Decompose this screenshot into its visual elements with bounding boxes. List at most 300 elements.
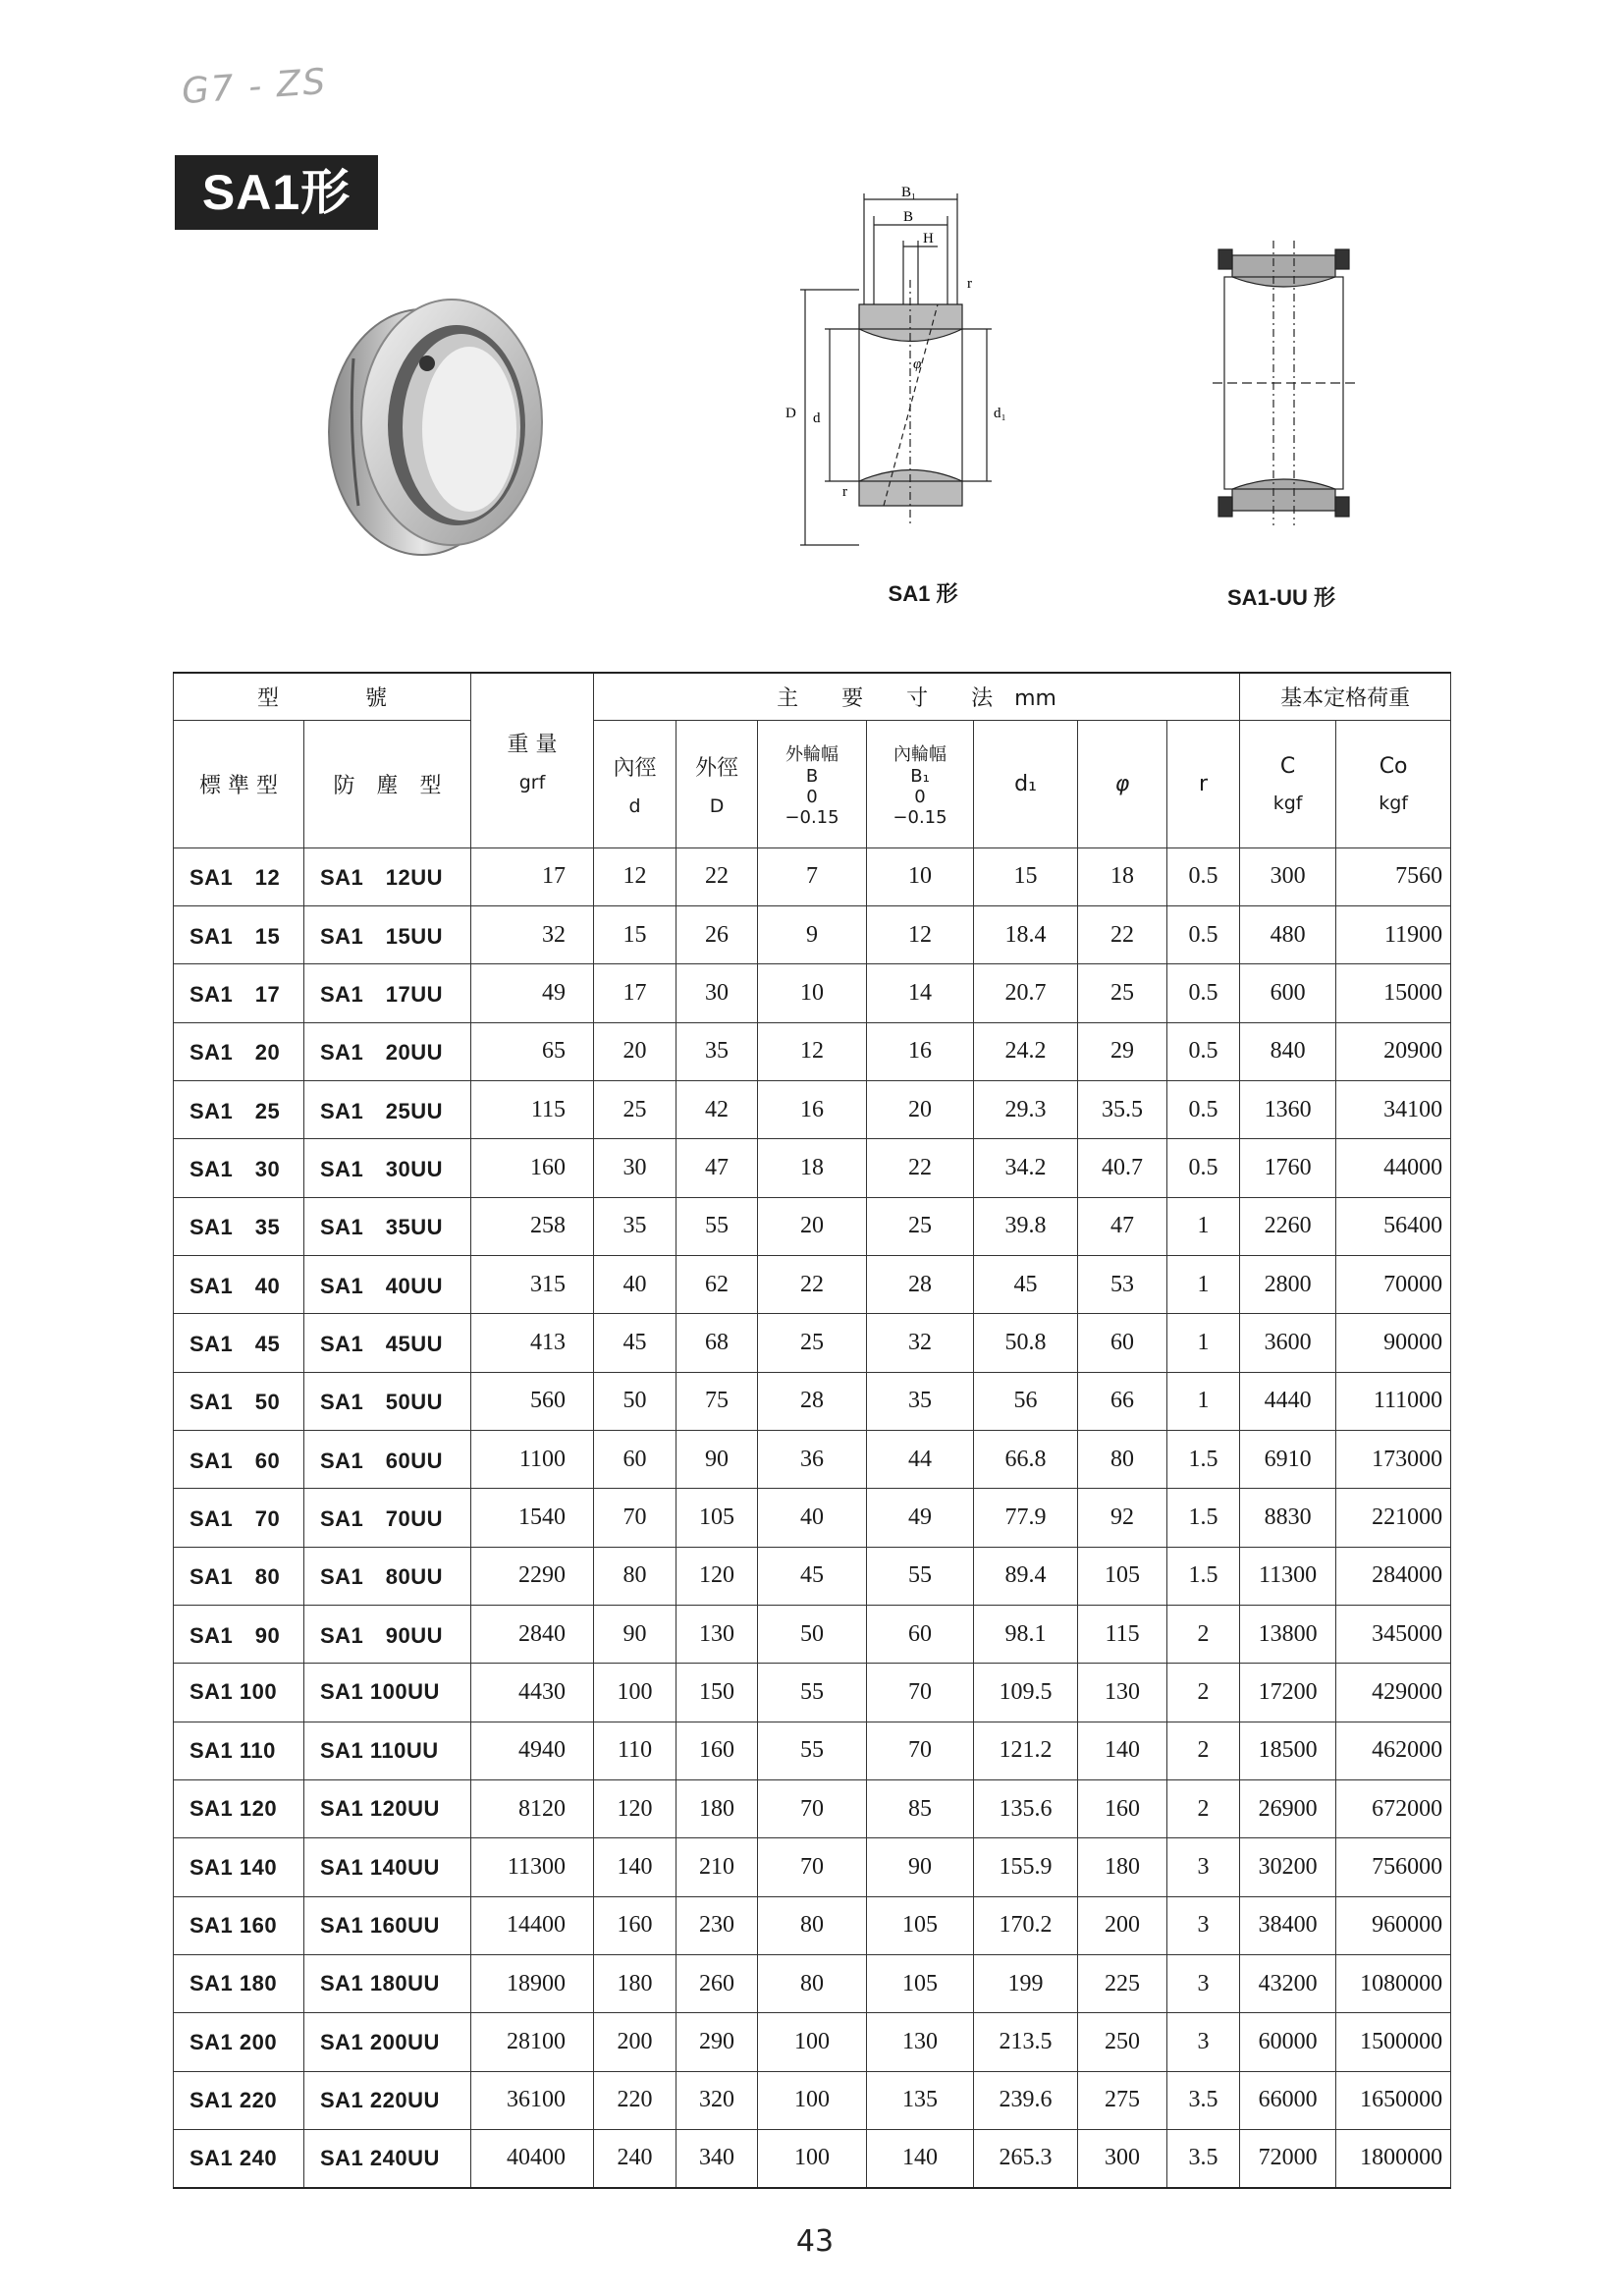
hdr-outer-width-sym: B [805, 765, 819, 787]
cell-sealed-model: SA1 15UU [304, 905, 471, 963]
cell-phi: 275 [1078, 2071, 1167, 2129]
cell-bore: 25 [594, 1080, 676, 1138]
cell-inner-width: 16 [867, 1022, 974, 1080]
cell-bore: 35 [594, 1197, 676, 1255]
cell-bore: 120 [594, 1780, 676, 1838]
cell-outer-width: 50 [758, 1605, 867, 1663]
cell-phi: 140 [1078, 1722, 1167, 1779]
cell-phi: 66 [1078, 1372, 1167, 1430]
cell-weight: 413 [471, 1314, 594, 1372]
cell-c: 1760 [1240, 1139, 1336, 1197]
cell-r: 3.5 [1167, 2130, 1240, 2188]
cell-outer-width: 100 [758, 2013, 867, 2071]
hdr-weight-label: 重 量 [507, 732, 558, 757]
cell-d1: 155.9 [974, 1838, 1078, 1896]
table-row [174, 1372, 1451, 1430]
cell-r: 0.5 [1167, 1022, 1240, 1080]
table-row [174, 1314, 1451, 1372]
cell-c: 11300 [1240, 1547, 1336, 1605]
table-row [174, 1955, 1451, 2013]
table-row [174, 1838, 1451, 1896]
cell-d1: 29.3 [974, 1080, 1078, 1138]
cell-co: 56400 [1336, 1197, 1451, 1255]
cell-weight: 36100 [471, 2071, 594, 2129]
cell-phi: 22 [1078, 905, 1167, 963]
cell-bore: 200 [594, 2013, 676, 2071]
hdr-inner-width-label: 內輪幅 [893, 743, 947, 765]
cell-r: 1 [1167, 1314, 1240, 1372]
cell-sealed-model: SA1 17UU [304, 964, 471, 1022]
cell-c: 6910 [1240, 1430, 1336, 1488]
table-row [174, 2130, 1451, 2188]
cell-r: 2 [1167, 1664, 1240, 1722]
cell-sealed-model: SA1 220UU [304, 2071, 471, 2129]
cell-inner-width: 130 [867, 2013, 974, 2071]
cell-outer-width: 16 [758, 1080, 867, 1138]
cell-weight: 2290 [471, 1547, 594, 1605]
cell-r: 2 [1167, 1722, 1240, 1779]
hdr-od [676, 720, 758, 847]
cell-sealed-model: SA1 50UU [304, 1372, 471, 1430]
cell-inner-width: 25 [867, 1197, 974, 1255]
hdr-outer-tol-b: −0.15 [784, 806, 839, 828]
cell-inner-width: 32 [867, 1314, 974, 1372]
cell-od: 68 [676, 1314, 758, 1372]
cell-d1: 265.3 [974, 2130, 1078, 2188]
cell-od: 47 [676, 1139, 758, 1197]
cell-weight: 49 [471, 964, 594, 1022]
hdr-outer-width-label: 外輪幅 [785, 743, 839, 765]
cell-c: 26900 [1240, 1780, 1336, 1838]
cell-inner-width: 85 [867, 1780, 974, 1838]
cell-phi: 18 [1078, 847, 1167, 905]
cell-c: 2260 [1240, 1197, 1336, 1255]
cell-sealed-model: SA1 100UU [304, 1664, 471, 1722]
hdr-od-label: 外徑 [695, 755, 739, 781]
cell-co: 7560 [1336, 847, 1451, 905]
cell-phi: 29 [1078, 1022, 1167, 1080]
cell-sealed-model: SA1 45UU [304, 1314, 471, 1372]
cell-r: 0.5 [1167, 964, 1240, 1022]
cell-outer-width: 10 [758, 964, 867, 1022]
cell-outer-width: 55 [758, 1722, 867, 1779]
hdr-type: 型 號 [174, 673, 471, 720]
cell-sealed-model: SA1 12UU [304, 847, 471, 905]
table-row [174, 1197, 1451, 1255]
cell-d1: 89.4 [974, 1547, 1078, 1605]
label-r-bottom: r [842, 484, 847, 500]
cell-c: 60000 [1240, 2013, 1336, 2071]
cell-bore: 180 [594, 1955, 676, 2013]
cross-section-diagram-standard [766, 182, 1021, 555]
cell-sealed-model: SA1 30UU [304, 1139, 471, 1197]
cell-od: 290 [676, 2013, 758, 2071]
cell-inner-width: 90 [867, 1838, 974, 1896]
cell-c: 4440 [1240, 1372, 1336, 1430]
cell-weight: 115 [471, 1080, 594, 1138]
hdr-od-sym: D [709, 794, 725, 817]
cell-inner-width: 22 [867, 1139, 974, 1197]
bearing-photo [314, 280, 555, 565]
caption-standard: SA1 形 [888, 581, 958, 606]
cell-r: 0.5 [1167, 905, 1240, 963]
cell-sealed-model: SA1 110UU [304, 1722, 471, 1779]
cell-d1: 18.4 [974, 905, 1078, 963]
cell-bore: 160 [594, 1896, 676, 1954]
cell-outer-width: 45 [758, 1547, 867, 1605]
cell-bore: 45 [594, 1314, 676, 1372]
cell-outer-width: 12 [758, 1022, 867, 1080]
cell-standard-model: SA1 100 [174, 1664, 304, 1722]
cell-od: 340 [676, 2130, 758, 2188]
cell-co: 429000 [1336, 1664, 1451, 1722]
cell-d1: 239.6 [974, 2071, 1078, 2129]
cell-sealed-model: SA1 90UU [304, 1605, 471, 1663]
cell-weight: 1540 [471, 1489, 594, 1547]
cell-co: 345000 [1336, 1605, 1451, 1663]
table-row [174, 1780, 1451, 1838]
cell-phi: 53 [1078, 1255, 1167, 1313]
cell-inner-width: 35 [867, 1372, 974, 1430]
hdr-bore-sym: d [628, 794, 641, 817]
label-b1: B₁ [901, 185, 917, 200]
cell-d1: 66.8 [974, 1430, 1078, 1488]
cell-standard-model: SA1 140 [174, 1838, 304, 1896]
cell-co: 1500000 [1336, 2013, 1451, 2071]
cell-bore: 70 [594, 1489, 676, 1547]
cell-phi: 25 [1078, 964, 1167, 1022]
cell-phi: 105 [1078, 1547, 1167, 1605]
cell-bore: 80 [594, 1547, 676, 1605]
cell-co: 756000 [1336, 1838, 1451, 1896]
cell-bore: 240 [594, 2130, 676, 2188]
cell-sealed-model: SA1 25UU [304, 1080, 471, 1138]
cell-od: 120 [676, 1547, 758, 1605]
cell-sealed-model: SA1 40UU [304, 1255, 471, 1313]
cell-phi: 35.5 [1078, 1080, 1167, 1138]
cell-phi: 115 [1078, 1605, 1167, 1663]
cell-inner-width: 49 [867, 1489, 974, 1547]
cell-standard-model: SA1 40 [174, 1255, 304, 1313]
cell-inner-width: 28 [867, 1255, 974, 1313]
cell-bore: 220 [594, 2071, 676, 2129]
cell-od: 230 [676, 1896, 758, 1954]
table-row [174, 1547, 1451, 1605]
label-b: B [903, 209, 914, 225]
cell-outer-width: 20 [758, 1197, 867, 1255]
cell-weight: 1100 [471, 1430, 594, 1488]
cell-outer-width: 55 [758, 1664, 867, 1722]
cell-r: 0.5 [1167, 1080, 1240, 1138]
cell-phi: 300 [1078, 2130, 1167, 2188]
cell-od: 35 [676, 1022, 758, 1080]
hdr-weight-unit: grf [518, 771, 546, 793]
page-number: 43 [795, 2224, 835, 2259]
cell-weight: 32 [471, 905, 594, 963]
cell-sealed-model: SA1 60UU [304, 1430, 471, 1488]
hdr-standard: 標 準 型 [174, 720, 304, 847]
cell-weight: 18900 [471, 1955, 594, 2013]
hdr-inner-tol-b: −0.15 [893, 806, 947, 828]
cell-outer-width: 70 [758, 1780, 867, 1838]
cell-d1: 170.2 [974, 1896, 1078, 1954]
cell-r: 1.5 [1167, 1430, 1240, 1488]
cell-outer-width: 40 [758, 1489, 867, 1547]
cell-bore: 60 [594, 1430, 676, 1488]
cell-r: 3 [1167, 2013, 1240, 2071]
caption-sealed: SA1-UU 形 [1226, 585, 1335, 610]
spec-table [173, 672, 1451, 2189]
cell-standard-model: SA1 180 [174, 1955, 304, 2013]
cell-inner-width: 140 [867, 2130, 974, 2188]
cell-d1: 213.5 [974, 2013, 1078, 2071]
cell-outer-width: 100 [758, 2071, 867, 2129]
cell-co: 960000 [1336, 1896, 1451, 1954]
cell-outer-width: 36 [758, 1430, 867, 1488]
cell-bore: 100 [594, 1664, 676, 1722]
cell-r: 3 [1167, 1955, 1240, 2013]
cell-sealed-model: SA1 140UU [304, 1838, 471, 1896]
cell-weight: 17 [471, 847, 594, 905]
cell-od: 210 [676, 1838, 758, 1896]
cell-phi: 60 [1078, 1314, 1167, 1372]
hdr-r: r [1167, 720, 1240, 847]
cell-standard-model: SA1 12 [174, 847, 304, 905]
cell-co: 11900 [1336, 905, 1451, 963]
cell-weight: 258 [471, 1197, 594, 1255]
cell-sealed-model: SA1 180UU [304, 1955, 471, 2013]
cell-r: 3 [1167, 1838, 1240, 1896]
cell-od: 62 [676, 1255, 758, 1313]
cell-weight: 28100 [471, 2013, 594, 2071]
cell-r: 0.5 [1167, 1139, 1240, 1197]
cell-d1: 15 [974, 847, 1078, 905]
cell-outer-width: 18 [758, 1139, 867, 1197]
cell-weight: 315 [471, 1255, 594, 1313]
cell-d1: 34.2 [974, 1139, 1078, 1197]
cell-weight: 560 [471, 1372, 594, 1430]
cell-od: 320 [676, 2071, 758, 2129]
spec-table-body [174, 847, 1451, 2188]
cell-phi: 160 [1078, 1780, 1167, 1838]
cell-sealed-model: SA1 20UU [304, 1022, 471, 1080]
cell-outer-width: 80 [758, 1955, 867, 2013]
cell-sealed-model: SA1 240UU [304, 2130, 471, 2188]
cell-standard-model: SA1 35 [174, 1197, 304, 1255]
cell-sealed-model: SA1 80UU [304, 1547, 471, 1605]
cell-outer-width: 100 [758, 2130, 867, 2188]
cell-c: 840 [1240, 1022, 1336, 1080]
cell-bore: 30 [594, 1139, 676, 1197]
cell-c: 8830 [1240, 1489, 1336, 1547]
cell-standard-model: SA1 17 [174, 964, 304, 1022]
table-row [174, 905, 1451, 963]
label-d-bore: d [813, 410, 821, 426]
cell-standard-model: SA1 120 [174, 1780, 304, 1838]
cell-co: 111000 [1336, 1372, 1451, 1430]
cell-standard-model: SA1 20 [174, 1022, 304, 1080]
cell-co: 20900 [1336, 1022, 1451, 1080]
cell-od: 55 [676, 1197, 758, 1255]
hdr-weight [471, 673, 594, 847]
table-row [174, 1080, 1451, 1138]
cell-c: 17200 [1240, 1664, 1336, 1722]
cell-d1: 121.2 [974, 1722, 1078, 1779]
hdr-bore-label: 內徑 [613, 755, 657, 781]
cell-bore: 12 [594, 847, 676, 905]
cell-od: 22 [676, 847, 758, 905]
table-row [174, 1489, 1451, 1547]
cell-od: 42 [676, 1080, 758, 1138]
cell-sealed-model: SA1 35UU [304, 1197, 471, 1255]
cell-bore: 140 [594, 1838, 676, 1896]
cell-r: 1 [1167, 1372, 1240, 1430]
hdr-main-dims: 主 要 寸 法 mm [594, 673, 1240, 720]
cell-inner-width: 105 [867, 1955, 974, 2013]
cell-od: 26 [676, 905, 758, 963]
cell-phi: 200 [1078, 1896, 1167, 1954]
cell-bore: 110 [594, 1722, 676, 1779]
cell-inner-width: 14 [867, 964, 974, 1022]
hdr-d1: d₁ [974, 720, 1078, 847]
hdr-inner-width-sym: B₁ [910, 765, 930, 787]
cell-od: 130 [676, 1605, 758, 1663]
cell-outer-width: 22 [758, 1255, 867, 1313]
table-row [174, 964, 1451, 1022]
cell-c: 300 [1240, 847, 1336, 905]
cell-weight: 11300 [471, 1838, 594, 1896]
cell-inner-width: 70 [867, 1664, 974, 1722]
cell-phi: 180 [1078, 1838, 1167, 1896]
label-d1: d₁ [994, 406, 1006, 421]
cell-r: 1 [1167, 1197, 1240, 1255]
hdr-co-label: Co [1379, 753, 1408, 779]
cell-d1: 77.9 [974, 1489, 1078, 1547]
cell-standard-model: SA1 200 [174, 2013, 304, 2071]
hdr-outer-tol-a: 0 [806, 786, 818, 807]
cell-c: 38400 [1240, 1896, 1336, 1954]
cell-weight: 4430 [471, 1664, 594, 1722]
cell-bore: 50 [594, 1372, 676, 1430]
cell-standard-model: SA1 80 [174, 1547, 304, 1605]
hdr-co-unit: kgf [1379, 792, 1408, 814]
cell-r: 1.5 [1167, 1547, 1240, 1605]
cell-standard-model: SA1 25 [174, 1080, 304, 1138]
cell-d1: 56 [974, 1372, 1078, 1430]
cell-phi: 225 [1078, 1955, 1167, 2013]
cell-r: 3.5 [1167, 2071, 1240, 2129]
cell-weight: 65 [471, 1022, 594, 1080]
hdr-bore [594, 720, 676, 847]
cell-d1: 98.1 [974, 1605, 1078, 1663]
table-row [174, 1605, 1451, 1663]
label-phi: φ [913, 356, 922, 372]
cell-inner-width: 44 [867, 1430, 974, 1488]
cell-standard-model: SA1 60 [174, 1430, 304, 1488]
cell-phi: 47 [1078, 1197, 1167, 1255]
hdr-phi: φ [1078, 720, 1167, 847]
hdr-sealed: 防 塵 型 [304, 720, 471, 847]
cell-inner-width: 70 [867, 1722, 974, 1779]
hdr-outer-width [758, 720, 867, 847]
cell-outer-width: 25 [758, 1314, 867, 1372]
cell-outer-width: 70 [758, 1838, 867, 1896]
cell-c: 43200 [1240, 1955, 1336, 2013]
cell-co: 1080000 [1336, 1955, 1451, 2013]
cell-c: 30200 [1240, 1838, 1336, 1896]
cell-co: 15000 [1336, 964, 1451, 1022]
cell-weight: 4940 [471, 1722, 594, 1779]
cell-sealed-model: SA1 160UU [304, 1896, 471, 1954]
cell-inner-width: 135 [867, 2071, 974, 2129]
table-row [174, 847, 1451, 905]
hdr-load: 基本定格荷重 [1240, 673, 1451, 720]
cell-od: 150 [676, 1664, 758, 1722]
cell-co: 672000 [1336, 1780, 1451, 1838]
cell-co: 34100 [1336, 1080, 1451, 1138]
cell-d1: 24.2 [974, 1022, 1078, 1080]
cell-c: 3600 [1240, 1314, 1336, 1372]
cell-standard-model: SA1 240 [174, 2130, 304, 2188]
cell-inner-width: 12 [867, 905, 974, 963]
cell-c: 600 [1240, 964, 1336, 1022]
cell-r: 2 [1167, 1605, 1240, 1663]
cross-section-diagram-sealed [1213, 236, 1355, 530]
cell-d1: 109.5 [974, 1664, 1078, 1722]
cell-od: 105 [676, 1489, 758, 1547]
cell-weight: 2840 [471, 1605, 594, 1663]
cell-od: 180 [676, 1780, 758, 1838]
hdr-c [1240, 720, 1336, 847]
table-row [174, 1430, 1451, 1488]
cell-phi: 92 [1078, 1489, 1167, 1547]
cell-bore: 20 [594, 1022, 676, 1080]
cell-outer-width: 9 [758, 905, 867, 963]
cell-co: 462000 [1336, 1722, 1451, 1779]
table-row [174, 2013, 1451, 2071]
cell-bore: 90 [594, 1605, 676, 1663]
cell-sealed-model: SA1 70UU [304, 1489, 471, 1547]
cell-r: 1 [1167, 1255, 1240, 1313]
label-d-outer: D [785, 406, 796, 421]
cell-inner-width: 10 [867, 847, 974, 905]
cell-od: 75 [676, 1372, 758, 1430]
cell-sealed-model: SA1 200UU [304, 2013, 471, 2071]
cell-d1: 45 [974, 1255, 1078, 1313]
cell-c: 13800 [1240, 1605, 1336, 1663]
cell-outer-width: 80 [758, 1896, 867, 1954]
cell-co: 173000 [1336, 1430, 1451, 1488]
cell-d1: 135.6 [974, 1780, 1078, 1838]
cell-c: 66000 [1240, 2071, 1336, 2129]
cell-inner-width: 105 [867, 1896, 974, 1954]
cell-bore: 15 [594, 905, 676, 963]
cell-standard-model: SA1 50 [174, 1372, 304, 1430]
cell-standard-model: SA1 15 [174, 905, 304, 963]
cell-bore: 17 [594, 964, 676, 1022]
handwritten-note: G7 - ZS [180, 61, 329, 113]
table-row [174, 1022, 1451, 1080]
cell-standard-model: SA1 45 [174, 1314, 304, 1372]
cell-co: 70000 [1336, 1255, 1451, 1313]
cell-od: 260 [676, 1955, 758, 2013]
hdr-co [1336, 720, 1451, 847]
cell-weight: 40400 [471, 2130, 594, 2188]
cell-od: 160 [676, 1722, 758, 1779]
cell-r: 1.5 [1167, 1489, 1240, 1547]
cell-co: 44000 [1336, 1139, 1451, 1197]
cell-r: 3 [1167, 1896, 1240, 1954]
